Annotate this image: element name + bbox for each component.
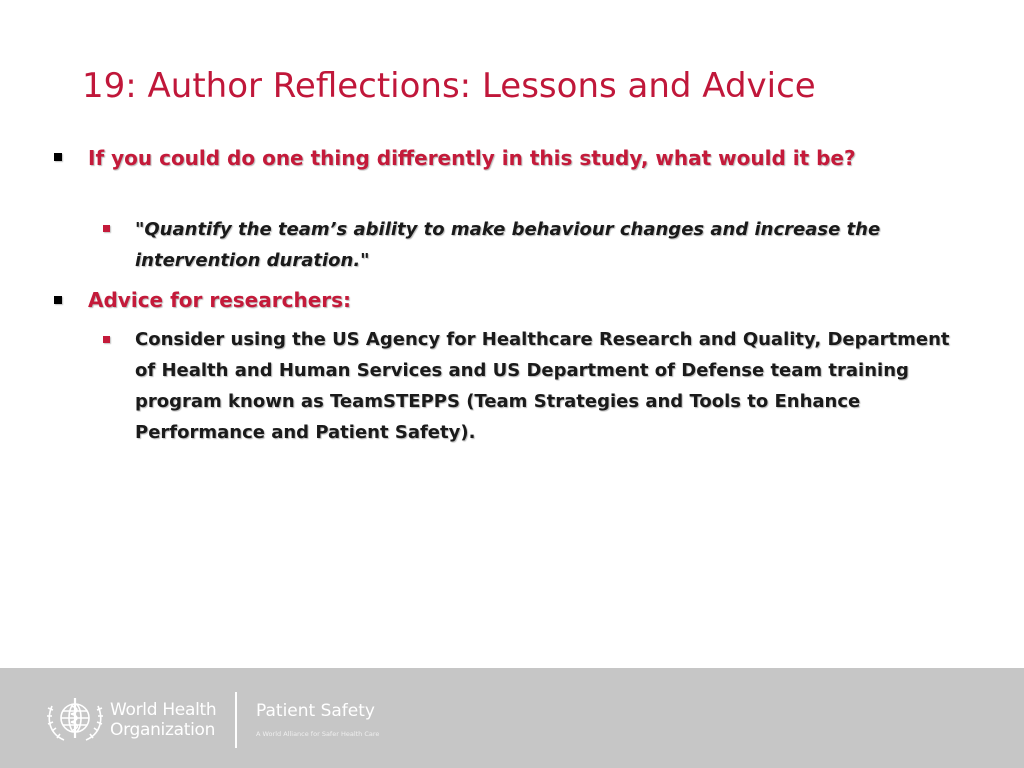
who-name-line1: World Health	[110, 700, 217, 720]
sub-bullet-quote: "Quantify the team’s ability to make behaviour changes and increase the intervention duration."	[135, 219, 881, 271]
bullet-marker	[54, 153, 62, 161]
bullet-advice-heading: Advice for researchers:	[88, 288, 352, 312]
program-tagline: A World Alliance for Safer Health Care	[256, 730, 380, 738]
sub-bullet-marker	[103, 336, 110, 343]
bullet-question: If you could do one thing differently in this study, what would it be?	[88, 146, 856, 170]
sub-bullet-marker	[103, 225, 110, 232]
slide-title: 19: Author Reflections: Lessons and Advice	[82, 66, 816, 106]
program-name: Patient Safety	[256, 701, 375, 721]
bullet-marker	[54, 296, 62, 304]
who-name	[110, 700, 216, 740]
who-name-line2: Organization	[110, 720, 216, 740]
footer-divider	[235, 692, 237, 748]
sub-bullet-advice: Consider using the US Agency for Healthcare Research and Quality, Department of Health and Human Services and US Department of Defense team training program known as TeamSTEPPS (Team Strategies and Tools to Enhance Performance and Patient Safety).	[135, 329, 950, 443]
who-emblem-icon	[44, 694, 106, 744]
